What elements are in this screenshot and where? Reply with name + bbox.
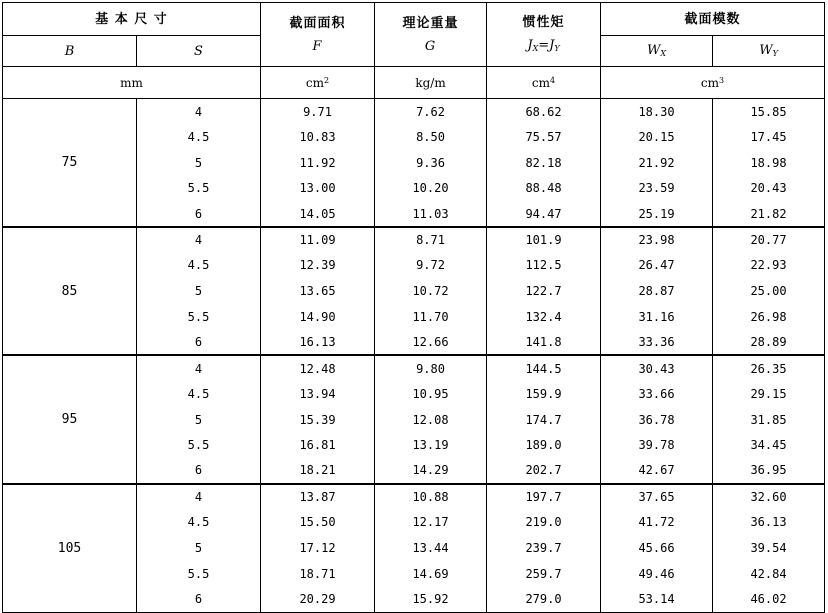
cell-j: 279.0 xyxy=(487,587,601,613)
cell-s: 6 xyxy=(137,587,261,613)
cell-wy: 20.43 xyxy=(713,176,825,202)
unit-mm: mm xyxy=(3,67,261,99)
cell-wx: 21.92 xyxy=(601,150,713,176)
cell-wx: 20.15 xyxy=(601,124,713,150)
cell-wy: 25.00 xyxy=(713,278,825,304)
cell-s: 5 xyxy=(137,278,261,304)
cell-s: 4 xyxy=(137,227,261,253)
cell-s: 6 xyxy=(137,458,261,484)
cell-g: 7.62 xyxy=(375,99,487,125)
weight-header-label: 理论重量 xyxy=(402,15,459,31)
cell-wy: 21.82 xyxy=(713,201,825,227)
cell-g: 10.95 xyxy=(375,381,487,407)
area-header xyxy=(261,3,375,67)
cell-s: 4.5 xyxy=(137,381,261,407)
unit-cm2: $cm^2$ xyxy=(261,67,375,99)
weight-symbol: G xyxy=(424,38,437,54)
cell-g: 9.80 xyxy=(375,355,487,381)
cell-f: 16.13 xyxy=(261,330,375,356)
b-symbol: B xyxy=(3,36,137,67)
cell-wx: 36.78 xyxy=(601,407,713,433)
cell-g: 12.08 xyxy=(375,407,487,433)
cell-f: 13.00 xyxy=(261,176,375,202)
cell-s: 4 xyxy=(137,99,261,125)
cell-g: 9.36 xyxy=(375,150,487,176)
cell-f: 14.05 xyxy=(261,201,375,227)
cell-wy: 15.85 xyxy=(713,99,825,125)
cell-f: 11.09 xyxy=(261,227,375,253)
cell-wy: 29.15 xyxy=(713,381,825,407)
cell-f: 13.65 xyxy=(261,278,375,304)
cell-wy: 39.54 xyxy=(713,535,825,561)
cell-f: 12.48 xyxy=(261,355,375,381)
cell-wx: 28.87 xyxy=(601,278,713,304)
cell-wx: 42.67 xyxy=(601,458,713,484)
wy-symbol: $W_Y$ xyxy=(713,36,825,67)
cell-s: 5 xyxy=(137,150,261,176)
cell-wx: 23.98 xyxy=(601,227,713,253)
cell-j: 259.7 xyxy=(487,561,601,587)
cell-j: 141.8 xyxy=(487,330,601,356)
cell-f: 15.39 xyxy=(261,407,375,433)
table-row xyxy=(3,99,825,125)
cell-wx: 18.30 xyxy=(601,99,713,125)
cell-j: 122.7 xyxy=(487,278,601,304)
cell-wy: 28.89 xyxy=(713,330,825,356)
s-symbol: S xyxy=(137,36,261,67)
cell-j: 189.0 xyxy=(487,432,601,458)
cell-j: 68.62 xyxy=(487,99,601,125)
table-row xyxy=(3,227,825,253)
cell-wx: 39.78 xyxy=(601,432,713,458)
cell-f: 9.71 xyxy=(261,99,375,125)
cell-wy: 22.93 xyxy=(713,253,825,279)
cell-s: 6 xyxy=(137,201,261,227)
inertia-header-label: 惯性矩 xyxy=(522,15,565,30)
b-value: 105 xyxy=(3,484,137,612)
cell-wy: 36.13 xyxy=(713,510,825,536)
cell-g: 8.71 xyxy=(375,227,487,253)
cell-f: 13.87 xyxy=(261,484,375,510)
cell-s: 4.5 xyxy=(137,253,261,279)
cell-j: 75.57 xyxy=(487,124,601,150)
cell-s: 5.5 xyxy=(137,176,261,202)
cell-wy: 31.85 xyxy=(713,407,825,433)
cell-f: 11.92 xyxy=(261,150,375,176)
area-header-label: 截面面积 xyxy=(289,15,346,31)
cell-j: 144.5 xyxy=(487,355,601,381)
cell-j: 219.0 xyxy=(487,510,601,536)
cell-s: 5.5 xyxy=(137,561,261,587)
cell-s: 4.5 xyxy=(137,510,261,536)
cell-j: 82.18 xyxy=(487,150,601,176)
cell-g: 10.72 xyxy=(375,278,487,304)
cell-wx: 45.66 xyxy=(601,535,713,561)
cell-j: 112.5 xyxy=(487,253,601,279)
cell-s: 5.5 xyxy=(137,432,261,458)
cell-j: 94.47 xyxy=(487,201,601,227)
cell-s: 5 xyxy=(137,535,261,561)
cell-g: 12.17 xyxy=(375,510,487,536)
cell-wy: 32.60 xyxy=(713,484,825,510)
cell-f: 20.29 xyxy=(261,587,375,613)
wx-symbol: $W_X$ xyxy=(601,36,713,67)
cell-wy: 36.95 xyxy=(713,458,825,484)
cell-f: 17.12 xyxy=(261,535,375,561)
cell-wy: 26.98 xyxy=(713,304,825,330)
cell-s: 4.5 xyxy=(137,124,261,150)
cell-wx: 49.46 xyxy=(601,561,713,587)
cell-j: 239.7 xyxy=(487,535,601,561)
cell-wx: 37.65 xyxy=(601,484,713,510)
cell-j: 174.7 xyxy=(487,407,601,433)
cell-wx: 31.16 xyxy=(601,304,713,330)
cell-wx: 33.36 xyxy=(601,330,713,356)
cell-j: 101.9 xyxy=(487,227,601,253)
section-properties-table xyxy=(2,2,825,613)
unit-kgm: kg/m xyxy=(375,67,487,99)
cell-wx: 30.43 xyxy=(601,355,713,381)
cell-wy: 20.77 xyxy=(713,227,825,253)
cell-f: 15.50 xyxy=(261,510,375,536)
cell-g: 13.44 xyxy=(375,535,487,561)
cell-g: 14.29 xyxy=(375,458,487,484)
modulus-header: 截面模数 xyxy=(601,3,825,36)
weight-header xyxy=(375,3,487,67)
b-value: 85 xyxy=(3,227,137,355)
cell-g: 8.50 xyxy=(375,124,487,150)
cell-s: 5.5 xyxy=(137,304,261,330)
cell-f: 18.21 xyxy=(261,458,375,484)
table-row xyxy=(3,355,825,381)
cell-j: 197.7 xyxy=(487,484,601,510)
cell-f: 10.83 xyxy=(261,124,375,150)
cell-wx: 53.14 xyxy=(601,587,713,613)
cell-wy: 17.45 xyxy=(713,124,825,150)
cell-wx: 26.47 xyxy=(601,253,713,279)
b-value: 75 xyxy=(3,99,137,227)
basic-size-header: 基 本 尺 寸 xyxy=(3,3,261,36)
cell-wx: 33.66 xyxy=(601,381,713,407)
cell-wy: 42.84 xyxy=(713,561,825,587)
table-body xyxy=(3,99,825,613)
cell-f: 13.94 xyxy=(261,381,375,407)
cell-j: 88.48 xyxy=(487,176,601,202)
table-row xyxy=(3,484,825,510)
cell-g: 13.19 xyxy=(375,432,487,458)
cell-f: 18.71 xyxy=(261,561,375,587)
unit-cm3: $cm^3$ xyxy=(601,67,825,99)
b-value: 95 xyxy=(3,355,137,483)
cell-wy: 46.02 xyxy=(713,587,825,613)
cell-f: 16.81 xyxy=(261,432,375,458)
cell-g: 14.69 xyxy=(375,561,487,587)
cell-s: 4 xyxy=(137,355,261,381)
cell-g: 10.20 xyxy=(375,176,487,202)
unit-cm4: $cm^4$ xyxy=(487,67,601,99)
cell-g: 15.92 xyxy=(375,587,487,613)
cell-g: 11.03 xyxy=(375,201,487,227)
cell-f: 14.90 xyxy=(261,304,375,330)
cell-wx: 41.72 xyxy=(601,510,713,536)
cell-f: 12.39 xyxy=(261,253,375,279)
inertia-symbol: $J_X=J_Y$ xyxy=(527,38,560,53)
cell-j: 202.7 xyxy=(487,458,601,484)
cell-s: 6 xyxy=(137,330,261,356)
cell-s: 4 xyxy=(137,484,261,510)
cell-g: 11.70 xyxy=(375,304,487,330)
inertia-header xyxy=(487,3,601,67)
cell-wx: 23.59 xyxy=(601,176,713,202)
cell-g: 12.66 xyxy=(375,330,487,356)
cell-j: 159.9 xyxy=(487,381,601,407)
cell-wy: 18.98 xyxy=(713,150,825,176)
area-symbol: F xyxy=(312,38,323,54)
cell-j: 132.4 xyxy=(487,304,601,330)
cell-g: 9.72 xyxy=(375,253,487,279)
cell-wy: 26.35 xyxy=(713,355,825,381)
cell-s: 5 xyxy=(137,407,261,433)
cell-g: 10.88 xyxy=(375,484,487,510)
cell-wy: 34.45 xyxy=(713,432,825,458)
cell-wx: 25.19 xyxy=(601,201,713,227)
